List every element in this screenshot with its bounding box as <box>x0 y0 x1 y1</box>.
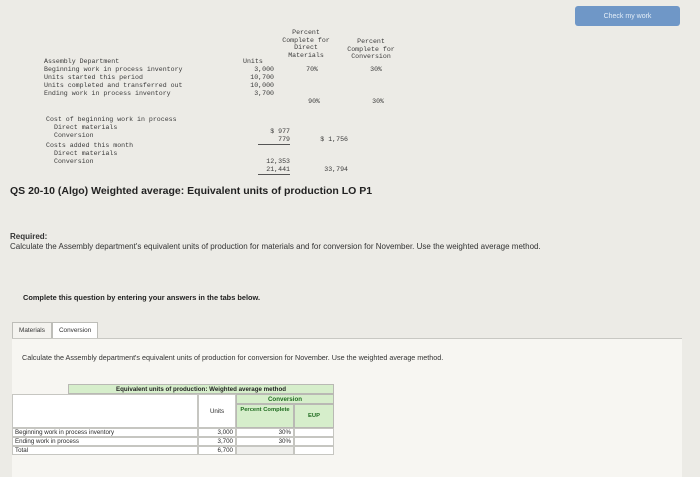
units-value: 10,700 <box>250 74 274 81</box>
row-label: Units started this period <box>44 74 143 81</box>
eup-input[interactable] <box>294 428 334 437</box>
eup-input[interactable] <box>294 446 334 455</box>
eup-table-title: Equivalent units of production: Weighted average method <box>68 384 334 394</box>
question-title: QS 20-10 (Algo) Weighted average: Equivalent units of production LO P1 <box>10 185 373 197</box>
units-cell: 3,700 <box>198 437 236 446</box>
row-label: Units completed and transferred out <box>44 82 183 89</box>
percent-complete-cell: 30% <box>236 428 294 437</box>
header-text: Materials <box>288 51 324 59</box>
cost-line: Cost of beginning work in process <box>46 116 177 123</box>
row-label: Beginning work in process inventory <box>44 66 183 73</box>
percent-complete-cell <box>236 446 294 455</box>
eup-input[interactable] <box>294 437 334 446</box>
header-text: Complete for <box>282 36 330 44</box>
required-label <box>10 232 600 242</box>
header-text: Percent <box>292 29 320 36</box>
header-text: Complete for <box>347 45 395 53</box>
row-label: Beginning work in process inventory <box>12 428 198 437</box>
units-value: 3,700 <box>254 90 274 97</box>
required-label-text: Required: <box>10 232 48 241</box>
header-text: Percent <box>357 38 385 45</box>
cost-line: Costs added this month <box>46 142 134 149</box>
pct-materials-end: 90% <box>308 98 320 105</box>
percent-complete-cell: 30% <box>236 437 294 446</box>
cost-line: Direct materials <box>54 124 118 131</box>
header-text: Direct <box>294 44 318 52</box>
cost-line: Direct materials <box>54 150 118 157</box>
header-units: Units <box>243 58 263 65</box>
cost-value: 779 <box>258 136 290 145</box>
tab-instruction: Calculate the Assembly department's equivalent units of production for conversion for November. Use the weighted average method. <box>22 353 444 362</box>
cost-value: 12,353 <box>266 158 290 165</box>
units-value: 10,000 <box>250 82 274 89</box>
tab-materials[interactable]: Materials <box>12 322 52 340</box>
cost-total: 33,794 <box>324 166 348 173</box>
cost-total: $ 1,756 <box>320 136 348 143</box>
pct-conversion-end: 30% <box>372 98 384 105</box>
cost-value: 21,441 <box>258 166 290 175</box>
header-conversion: Conversion <box>236 394 334 404</box>
header-pct-conversion <box>338 38 404 61</box>
tab-conversion[interactable]: Conversion <box>52 322 98 340</box>
row-label: Total <box>12 446 198 455</box>
check-my-work-button[interactable]: Check my work <box>575 6 680 26</box>
cost-line: Conversion <box>54 158 94 165</box>
pct-materials-begin: 70% <box>306 66 318 73</box>
header-blank <box>12 394 198 428</box>
header-pct-materials <box>276 29 336 59</box>
instructions-note: Complete this question by entering your answers in the tabs below. <box>23 293 261 302</box>
row-label: Ending work in process <box>12 437 198 446</box>
required-text: Calculate the Assembly department's equivalent units of production for materials and for conversion for November. Use the weighted average method. <box>10 241 541 251</box>
section-label: Assembly Department <box>44 58 120 65</box>
units-value: 3,000 <box>254 66 274 73</box>
pct-conversion-begin: 30% <box>370 66 382 73</box>
units-cell: 3,000 <box>198 428 236 437</box>
header-eup: EUP <box>294 404 334 428</box>
units-cell: 6,700 <box>198 446 236 455</box>
row-label: Ending work in process inventory <box>44 90 171 97</box>
cost-value: $ 977 <box>270 128 290 135</box>
cost-line: Conversion <box>54 132 94 139</box>
header-percent-complete: Percent Complete <box>236 404 294 428</box>
required-section <box>10 232 600 251</box>
header-text: Conversion <box>351 53 391 61</box>
header-units: Units <box>198 394 236 428</box>
eup-table <box>12 384 334 476</box>
